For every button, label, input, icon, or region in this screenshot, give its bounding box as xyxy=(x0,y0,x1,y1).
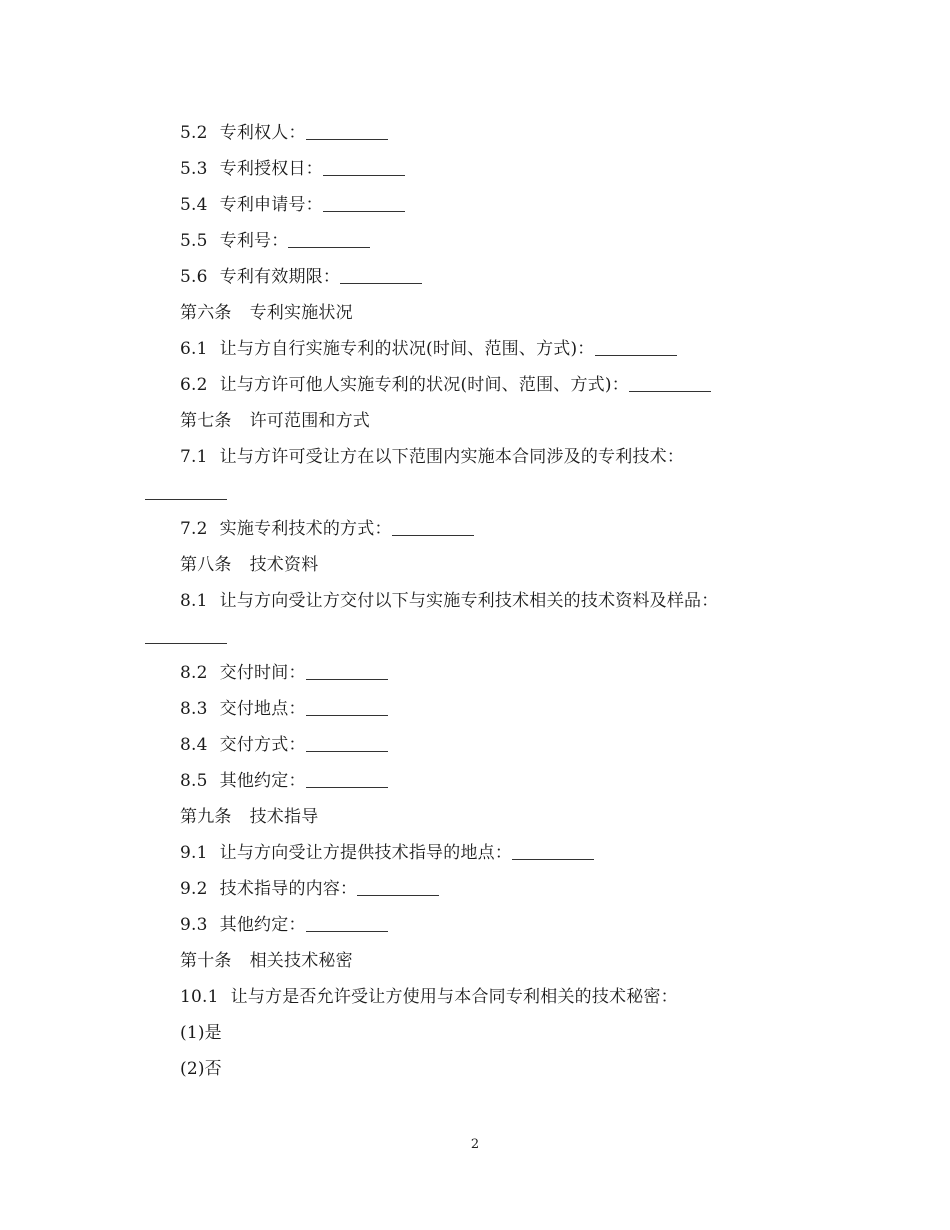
clause-text: 相关技术秘密 xyxy=(249,951,353,971)
document-line-continuation xyxy=(145,475,825,511)
clause-number: 9.2 xyxy=(180,879,208,899)
clause-number: 9.3 xyxy=(180,915,208,935)
document-line xyxy=(145,655,825,691)
document-line xyxy=(145,979,825,1015)
document-line xyxy=(145,871,825,907)
clause-text: 许可范围和方式 xyxy=(249,411,371,431)
clause-number: 第八条 xyxy=(180,555,232,575)
page-number: 2 xyxy=(470,1137,480,1152)
clause-text: 专利有效期限： xyxy=(219,267,341,287)
clause-number: 第七条 xyxy=(180,411,232,431)
clause-number: 9.1 xyxy=(180,843,208,863)
document-line xyxy=(145,115,825,151)
document-line xyxy=(145,1015,825,1051)
clause-text: 专利实施状况 xyxy=(249,303,353,323)
clause-number: 7.1 xyxy=(180,447,208,467)
clause-number: 8.3 xyxy=(180,699,208,719)
clause-text: 技术指导的内容： xyxy=(219,879,358,899)
clause-number: 5.6 xyxy=(180,267,208,287)
document-line xyxy=(145,187,825,223)
fill-in-blank[interactable] xyxy=(306,679,388,680)
clause-number: 5.5 xyxy=(180,231,208,251)
document-line xyxy=(145,403,825,439)
fill-in-blank[interactable] xyxy=(306,715,388,716)
clause-number: 7.2 xyxy=(180,519,208,539)
document-line xyxy=(145,727,825,763)
fill-in-blank[interactable] xyxy=(306,751,388,752)
clause-text: 交付地点： xyxy=(219,699,306,719)
clause-text: 让与方许可受让方在以下范围内实施本合同涉及的专利技术： xyxy=(219,447,685,467)
document-line xyxy=(145,1051,825,1087)
document-body xyxy=(145,115,825,1087)
fill-in-blank[interactable] xyxy=(595,355,677,356)
document-line xyxy=(145,835,825,871)
document-line xyxy=(145,439,825,475)
clause-number: 5.4 xyxy=(180,195,208,215)
clause-number: 8.5 xyxy=(180,771,208,791)
clause-text: 让与方自行实施专利的状况(时间、范围、方式)： xyxy=(219,339,595,359)
clause-text: 让与方向受让方提供技术指导的地点： xyxy=(219,843,513,863)
clause-number: 6.1 xyxy=(180,339,208,359)
clause-number: 第十条 xyxy=(180,951,232,971)
document-line xyxy=(145,295,825,331)
fill-in-blank[interactable] xyxy=(323,211,405,212)
document-line xyxy=(145,151,825,187)
clause-text: 技术指导 xyxy=(249,807,319,827)
fill-in-blank[interactable] xyxy=(306,139,388,140)
fill-in-blank[interactable] xyxy=(145,643,227,644)
fill-in-blank[interactable] xyxy=(323,175,405,176)
fill-in-blank[interactable] xyxy=(288,247,370,248)
document-line xyxy=(145,511,825,547)
clause-number: 8.4 xyxy=(180,735,208,755)
document-line xyxy=(145,583,825,619)
clause-text: 让与方向受让方交付以下与实施专利技术相关的技术资料及样品： xyxy=(219,591,719,611)
fill-in-blank[interactable] xyxy=(340,283,422,284)
clause-text: 其他约定： xyxy=(219,915,306,935)
clause-number: 8.1 xyxy=(180,591,208,611)
clause-text: (1)是 xyxy=(180,1023,222,1043)
clause-number: 10.1 xyxy=(180,987,219,1007)
clause-number: 第九条 xyxy=(180,807,232,827)
clause-text: 其他约定： xyxy=(219,771,306,791)
fill-in-blank[interactable] xyxy=(629,391,711,392)
clause-text: 让与方许可他人实施专利的状况(时间、范围、方式)： xyxy=(219,375,629,395)
clause-text: 技术资料 xyxy=(249,555,319,575)
document-line xyxy=(145,943,825,979)
document-line xyxy=(145,259,825,295)
document-line xyxy=(145,799,825,835)
clause-text: 实施专利技术的方式： xyxy=(219,519,392,539)
document-line-continuation xyxy=(145,619,825,655)
document-line xyxy=(145,367,825,403)
clause-number: 8.2 xyxy=(180,663,208,683)
clause-text: 专利号： xyxy=(219,231,289,251)
clause-text: 专利权人： xyxy=(219,123,306,143)
clause-text: 让与方是否允许受让方使用与本合同专利相关的技术秘密： xyxy=(230,987,678,1007)
clause-number: 第六条 xyxy=(180,303,232,323)
document-line xyxy=(145,223,825,259)
document-line xyxy=(145,547,825,583)
document-line xyxy=(145,763,825,799)
clause-number: 5.2 xyxy=(180,123,208,143)
document-line xyxy=(145,691,825,727)
document-line xyxy=(145,331,825,367)
clause-text: 交付时间： xyxy=(219,663,306,683)
fill-in-blank[interactable] xyxy=(512,859,594,860)
clause-text: 交付方式： xyxy=(219,735,306,755)
clause-text: (2)否 xyxy=(180,1059,222,1079)
fill-in-blank[interactable] xyxy=(357,895,439,896)
fill-in-blank[interactable] xyxy=(306,787,388,788)
clause-number: 6.2 xyxy=(180,375,208,395)
document-line xyxy=(145,907,825,943)
fill-in-blank[interactable] xyxy=(145,499,227,500)
clause-text: 专利申请号： xyxy=(219,195,323,215)
fill-in-blank[interactable] xyxy=(392,535,474,536)
clause-text: 专利授权日： xyxy=(219,159,323,179)
clause-number: 5.3 xyxy=(180,159,208,179)
fill-in-blank[interactable] xyxy=(306,931,388,932)
